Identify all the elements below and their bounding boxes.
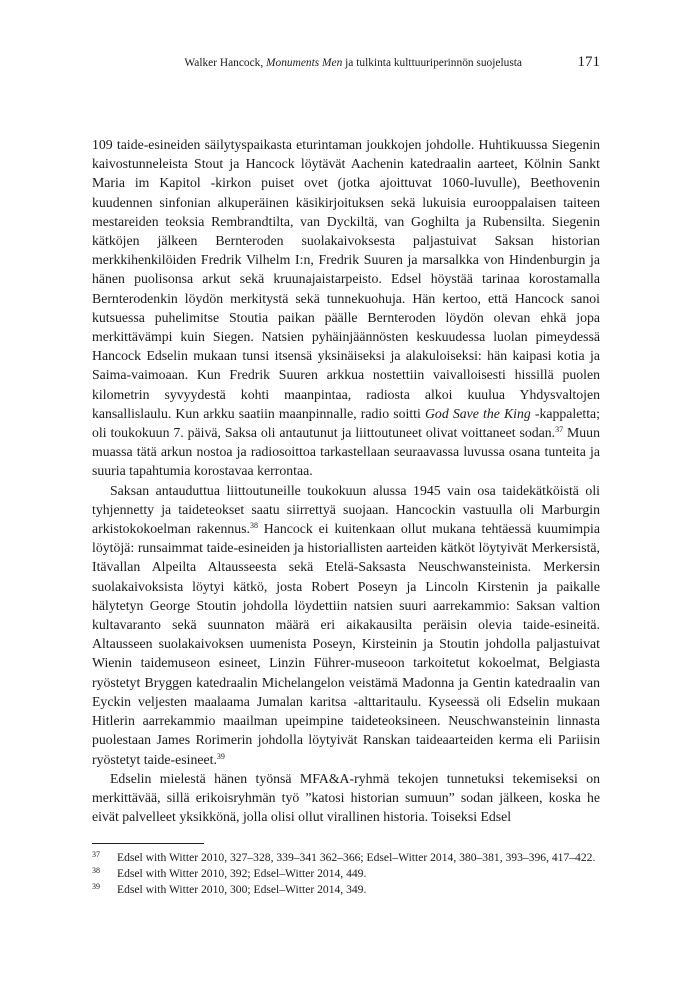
paragraph [92, 769, 600, 827]
footnote [92, 882, 600, 898]
footnote-text: Edsel with Witter 2010, 327–328, 339–341 362–366; Edsel–Witter 2014, 380–381, 393–396, 417–422. [117, 851, 596, 864]
footnote-number: 39 [92, 882, 100, 892]
text-run: Edselin mielestä hänen työnsä MFA&A-ryhmä tekojen tunnetuksi tekemiseksi on merkittävää, sillä erikoisryhmän työ ”katosi historian sumuun” sodan jälkeen, koska he eivät palvelleet yksikkönä, jolla olisi ollut virallinen historia. Toiseksi Edsel [92, 770, 600, 825]
italic-title: God Save the King [424, 405, 531, 421]
running-title-rest: ja tulkinta kulttuuriperinnön suojelusta [342, 57, 522, 69]
running-title [184, 57, 522, 69]
footnote [92, 850, 600, 866]
text-run: Hancock ei kuitenkaan ollut mukana tehtäessä kuumimpia löytöjä: runsaimmat taide-esineiden ja historiallisten aarteiden kätköt löytyivät Merkersistä, Itävallan Alpeilta Altausseesta sekä Etelä-Saksasta Neuschwansteinista. Merkersin suolakaivoksista löytyi kätkö, josta Robert Poseyn ja Lincoln Kirstenin ja paikalle hälytetyn George Stoutin johdolla löydettiin natsien suuri aarrekammio: Saksan valtion kultavaranto sekä suunnaton määrä eri aikakausilta peräisin olevia taide-esineitä. Altausseen suolakaivoksen uumenista Poseyn, Kirsteinin ja Stoutin johdolla paljastuivat Wienin taidemuseon esineet, Linzin Führer-museoon tarkoitetut kokoelmat, Belgiasta ryöstetyt Bryggen katedraalin Michelangelon veistämä Madonna ja Gentin katedraalin van Eyckin veljesten maalaama Jumalan karitsa -alttaritaulu. Kyseessä oli Edselin mukaan Hitlerin aarrekammio maailman upeimpine taideteoksineen. Neuschwansteinin linnasta puolestaan James Rorimerin johdolla löytyivät Ranskan taideaarteiden kerma eli Pariisin ryöstetyt taide-esineet. [92, 521, 600, 767]
footnote-divider [92, 843, 204, 844]
footnotes [92, 850, 600, 899]
text-run: Saksan antauduttua liittoutuneille toukokuun alussa 1945 vain osa taidekätköistä oli tyhjennetty ja taideteokset saatu siirrettyä suojaan. Hancockin vastuulla oli Marburgin arkistokokoelman rakennus. [92, 482, 600, 537]
footnote-text: Edsel with Witter 2010, 300; Edsel–Witter 2014, 349. [117, 883, 367, 897]
footnote-number: 38 [92, 866, 100, 876]
text-run: 109 taide-esineiden säilytyspaikasta eturintaman joukkojen johdolle. Huhtikuussa Siegenin kaivostunneleista Stout ja Hancock löytävät Aachenin katedraalin aarteet, Kölnin Sankt Maria im Kapitol -kirkon puiset ovet (jotka ajoittuvat 1060-luvulle), Beethovenin kuudennen sinfonian alkuperäinen käsikirjoituksen sekä lukuisia eurooppalaisen taiteen mestareiden teoksia Rembrandtilta, van Dyckiltä, van Goghilta ja Rubensilta. Siegenin kätköjen jälkeen Bernteroden suolakaivoksesta paljastuivat Saksan historian merkkihenkilöiden Fredrik Vilhelm I:n, Fredrik Suuren ja marsalkka von Hindenburgin ja hänen puolisonsa arkut sekä kruunajaistarpeisto. Edsel höystää tarinaa korostamalla Bernterodenkin löydön merkitystä sekä tunnekuohuja. Hän kertoo, että Hancock sanoi kutsuessa puhelimitse Stoutia paikan päälle Bernteroden löydön olevan ehkä jopa merkittävämpi kuin Siegen. Natsien pyhäinjäännösten keskuudessa luolan pimeydessä Hancock Edselin mukaan tunsi itsensä yksinäiseksi ja alakuloiseksi: hän kaipasi kotia ja Saima-vaimoaan. Kun Fredrik Suuren arkkua nostettiin vaivalloisesti hissillä puolen kilometrin syvyydestä kohti maanpintaa, radiosta alkoi kuulua Yhdysvaltojen kansallislaulu. Kun arkku saatiin maanpinnalle, radio soitti [92, 137, 600, 421]
footnote-number: 37 [92, 850, 100, 859]
text-run: -kappaletta; oli toukokuun 7. päivä, Saksa oli antautunut ja liittoutuneet olivat voittaneet sodan. [92, 405, 601, 441]
footnote-ref: 37 [555, 425, 564, 435]
page-number: 171 [577, 54, 600, 70]
footnote [92, 866, 600, 882]
body-text [92, 135, 600, 826]
footnote-ref: 38 [249, 521, 258, 531]
text-run: Muun muassa tätä arkun nostoa ja radiosoittoa tarkastellaan seuraavassa luvussa osana tunteita ja suuria tapahtumia korostavaa kerrontaa. [92, 425, 600, 479]
running-title-author: Walker Hancock, [184, 57, 267, 69]
paragraph [92, 481, 600, 769]
page [92, 0, 600, 1002]
paragraph [92, 135, 600, 481]
running-title-book: Monuments Men [266, 57, 343, 69]
footnote-ref: 39 [216, 751, 225, 761]
footnote-text: Edsel with Witter 2010, 392; Edsel–Witter 2014, 449. [117, 867, 367, 881]
running-head [92, 54, 600, 74]
